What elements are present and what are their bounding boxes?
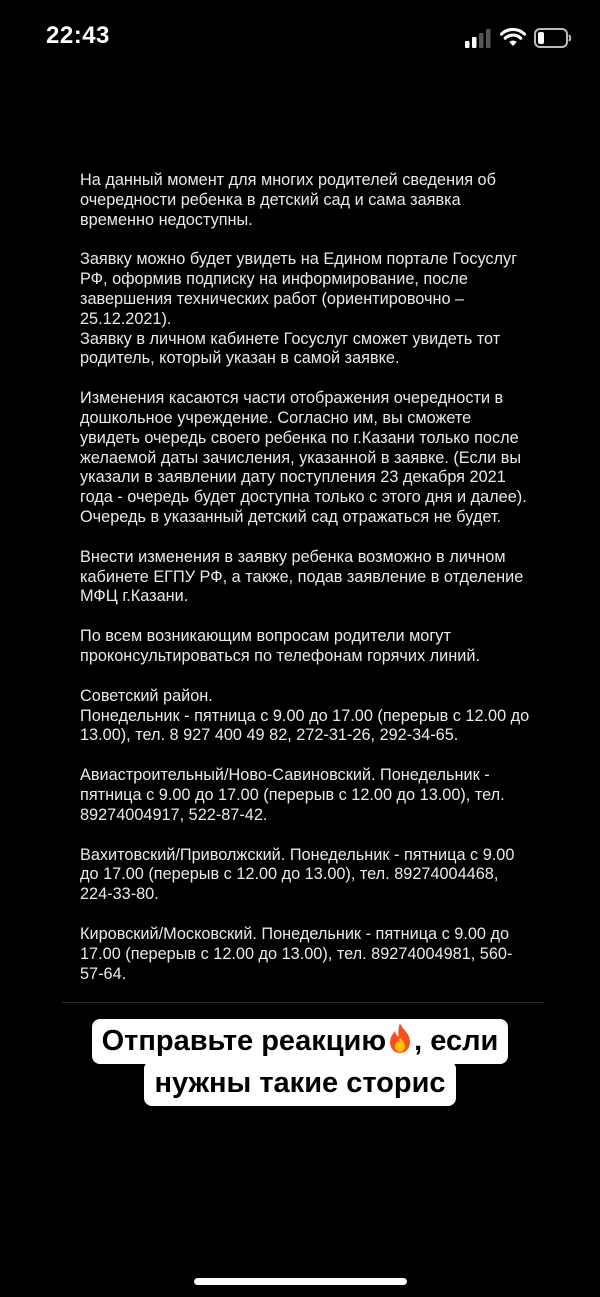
- notice-paragraph: Внести изменения в заявку ребенка возможно в личном кабинете ЕГПУ РФ, а также, подав заявление в отделение МФЦ г.Казани.: [80, 547, 524, 606]
- hotline-vakhitovsky: Вахитовский/Приволжский. Понедельник - пятница с 9.00 до 17.00 (перерыв с 12.00 до 13.00), тел. 89274004468, 224-33-80.: [80, 845, 515, 904]
- cellular-signal-icon: [465, 28, 491, 48]
- story-caption: [0, 1019, 600, 1106]
- hotline-aviastroitelny: Авиастроительный/Ново-Савиновский. Понедельник - пятница с 9.00 до 17.00 (перерыв с 12.00 до 13.00), тел. 89274004917, 522-87-42.: [80, 766, 505, 824]
- caption-line-2: нужны такие сторис: [144, 1061, 455, 1106]
- fire-icon: [386, 1022, 414, 1054]
- battery-icon: [534, 27, 572, 49]
- home-indicator[interactable]: [194, 1278, 407, 1285]
- caption-text-part: Отправьте реакцию: [101, 1025, 387, 1057]
- notice-paragraph: По всем возникающим вопросам родители могут проконсультироваться по телефонам горячих линий.: [80, 627, 480, 665]
- notice-paragraph: Заявку в личном кабинете Госуслуг сможет увидеть тот родитель, который указан в самой заявке.: [80, 329, 501, 368]
- notice-paragraph: Заявку можно будет увидеть на Едином портале Госуслуг РФ, оформив подписку на информирование, после завершения технических работ (ориентировочно – 25.12.2021).: [80, 250, 518, 328]
- wifi-icon: [500, 26, 526, 48]
- notice-paragraph: Изменения касаются части отображения очередности в дошкольное учреждение. Согласно им, вы сможете увидеть очередь своего ребенка по г.Казани только после желаемой даты зачисления, указанной в заявке. (Если вы указали в заявлении дату поступления 23 декабря 2021 года - очередь будет доступна только с этого дня и далее). Очередь в указанный детский сад отражаться не будет.: [80, 389, 527, 526]
- caption-text-part: , если: [414, 1025, 499, 1057]
- caption-line-1: [92, 1019, 509, 1064]
- notice-text-block: [80, 171, 535, 1004]
- status-time: 22:43: [46, 22, 110, 49]
- notice-paragraph: На данный момент для многих родителей сведения об очередности ребенка в детский сад и сама заявка временно недоступны.: [80, 171, 496, 229]
- hotline-kirovsky: Кировский/Московский. Понедельник - пятница с 9.00 до 17.00 (перерыв с 12.00 до 13.00), тел. 89274004981, 560-57-64.: [80, 924, 513, 983]
- hotline-sovetsky: Советский район. Понедельник - пятница с 9.00 до 17.00 (перерыв с 12.00 до 13.00), тел. 8 927 400 49 82, 272-31-26, 292-34-65.: [80, 686, 530, 745]
- status-bar: [0, 0, 600, 78]
